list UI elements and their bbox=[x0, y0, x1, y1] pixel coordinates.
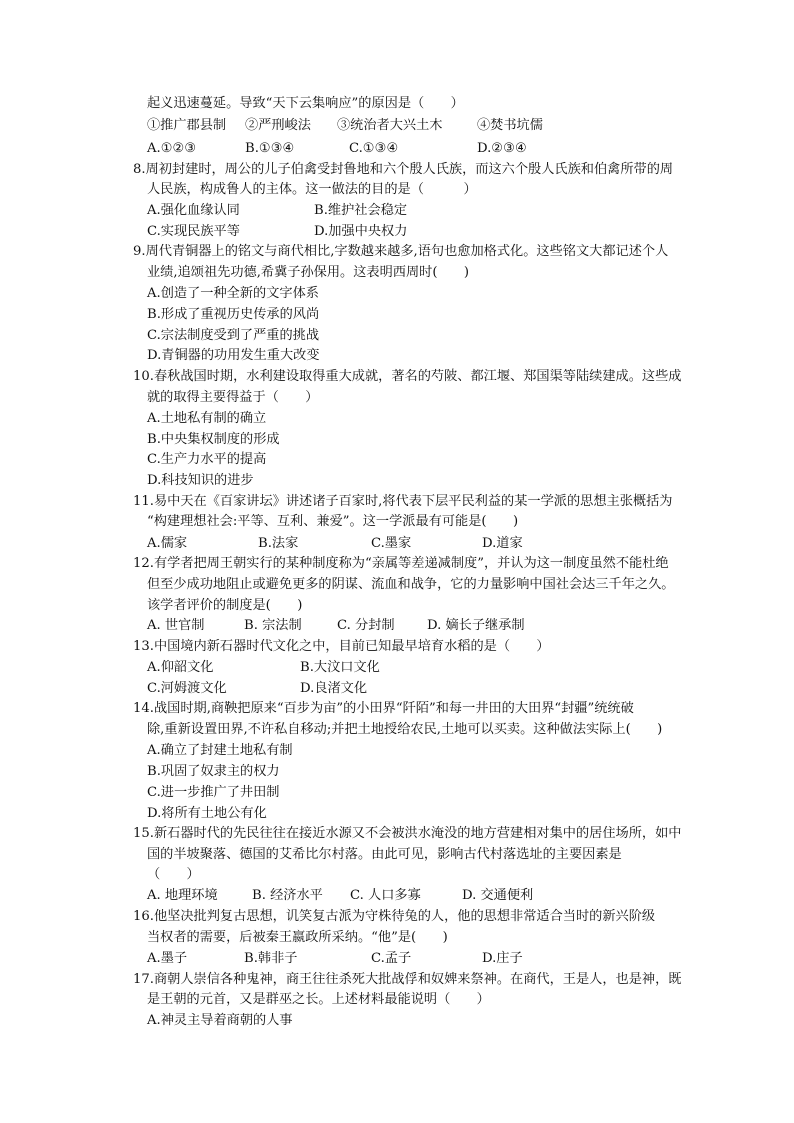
question-12-text: 该学者评价的制度是( ) bbox=[147, 598, 303, 613]
option-a: A.确立了封建土地私有制 bbox=[147, 743, 293, 758]
option-c: C. 分封制 bbox=[337, 618, 395, 633]
question-17-text: 是王朝的元首，又是群巫之长。上述材料最能说明（ ） bbox=[147, 992, 490, 1007]
option-b: B.大汶口文化 bbox=[300, 660, 380, 675]
question-12-text: 但至少成功地阻止或避免更多的阴谋、流血和战争，它的力量影响中国社会达三千年之久。 bbox=[147, 577, 675, 592]
question-16-text: 当权者的需要，后被秦王嬴政所采纳。“他”是( ) bbox=[147, 930, 448, 945]
option-c: C.进一步推广了井田制 bbox=[147, 785, 280, 800]
question-17-text: 17.商朝人崇信各种鬼神，商王往往杀死大批战俘和奴婢来祭神。在商代，王是人，也是神，既 bbox=[133, 972, 682, 987]
statement-item: ①推广郡县制 bbox=[147, 118, 227, 133]
option-a: A.①②③ bbox=[147, 141, 197, 156]
question-8-text: 8.周初封建时，周公的儿子伯禽受封鲁地和六个殷人氏族，而这六个殷人氏族和伯禽所带的周 bbox=[133, 162, 674, 177]
option-b: B.韩非子 bbox=[244, 951, 298, 966]
option-b: B. 宗法制 bbox=[244, 618, 302, 633]
question-10-text: 就的取得主要得益于（ ） bbox=[147, 390, 319, 405]
question-9-text: 9.周代青铜器上的铭文与商代相比,字数越来越多,语句也愈加格式化。这些铭文大都记述个人 bbox=[133, 244, 669, 259]
option-d: D.加强中央权力 bbox=[314, 224, 408, 239]
option-d: D.青铜器的功用发生重大改变 bbox=[147, 348, 320, 363]
option-a: A.强化血缘认同 bbox=[147, 203, 240, 218]
statement-item: ④焚书坑儒 bbox=[477, 118, 543, 133]
option-c: C.河姆渡文化 bbox=[147, 681, 227, 696]
question-7-text: 起义迅速蔓延。导致“天下云集响应”的原因是（ ） bbox=[147, 96, 464, 111]
option-c: C.实现民族平等 bbox=[147, 224, 240, 239]
option-d: D. 嫡长子继承制 bbox=[427, 618, 525, 633]
option-b: B.形成了重视历史传承的风尚 bbox=[147, 307, 320, 322]
statement-item: ②严刑峻法 bbox=[245, 118, 311, 133]
option-b: B.维护社会稳定 bbox=[314, 203, 408, 218]
option-a: A.儒家 bbox=[147, 536, 188, 551]
question-15-text: 国的半坡聚落、德国的艾希比尔村落。由此可见，影响古代村落选址的主要因素是 bbox=[147, 847, 622, 862]
option-d: D. 交通便利 bbox=[462, 888, 534, 903]
option-a: A.仰韶文化 bbox=[147, 660, 214, 675]
option-c: C.墨家 bbox=[371, 536, 412, 551]
option-d: D.②③④ bbox=[477, 141, 527, 156]
option-b: B.①③④ bbox=[245, 141, 295, 156]
option-c: C. 人口多寡 bbox=[350, 888, 421, 903]
option-b: B.法家 bbox=[258, 536, 299, 551]
option-b: B.巩固了奴隶主的权力 bbox=[147, 764, 280, 779]
question-8-text: 人民族，构成鲁人的主体。这一做法的目的是（ ） bbox=[147, 182, 477, 197]
option-a: A.创造了一种全新的文字体系 bbox=[147, 286, 319, 301]
question-11-text: “构建理想社会:平等、互利、兼爱”。这一学派最有可能是( ) bbox=[147, 514, 519, 529]
option-a: A. 地理环境 bbox=[147, 888, 218, 903]
question-13-text: 13.中国境内新石器时代文化之中，目前已知最早培育水稻的是（ ） bbox=[133, 639, 550, 654]
option-a: A.墨子 bbox=[147, 951, 188, 966]
option-b: B. 经济水平 bbox=[252, 888, 323, 903]
option-a: A.神灵主导着商朝的人事 bbox=[147, 1013, 293, 1028]
option-d: D.庄子 bbox=[482, 951, 523, 966]
option-d: D.良渚文化 bbox=[300, 681, 368, 696]
question-9-text: 业绩,追颂祖先功德,希冀子孙保用。这表明西周时( ) bbox=[147, 265, 469, 280]
question-14-text: 除,重新设置田界,不许私自移动;并把土地授给农民,土地可以买卖。这种做法实际上( ) bbox=[147, 722, 663, 737]
question-16-text: 16.他坚决批判复古思想，讥笑复古派为守株待兔的人，他的思想非常适合当时的新兴阶级 bbox=[133, 909, 656, 924]
question-15-text: （ ） bbox=[147, 867, 200, 882]
question-15-text: 15.新石器时代的先民往往在接近水源又不会被洪水淹没的地方营建相对集中的居住场所，如中 bbox=[133, 826, 682, 841]
statement-item: ③统治者大兴土木 bbox=[337, 118, 443, 133]
option-a: A.土地私有制的确立 bbox=[147, 411, 267, 426]
option-b: B.中央集权制度的形成 bbox=[147, 432, 280, 447]
question-14-text: 14.战国时期,商鞅把原来“百步为亩”的小田界“阡陌”和每一井田的大田界“封疆”统统破 bbox=[133, 701, 634, 716]
option-c: C.孟子 bbox=[371, 951, 412, 966]
question-11-text: 11.易中天在《百家讲坛》讲述诸子百家时,将代表下层平民利益的某一学派的思想主张概括为 bbox=[133, 494, 673, 509]
question-10-text: 10.春秋战国时期，水利建设取得重大成就，著名的芍陂、都江堰、郑国渠等陆续建成。这些成 bbox=[133, 369, 682, 384]
option-c: C.生产力水平的提高 bbox=[147, 452, 267, 467]
question-12-text: 12.有学者把周王朝实行的某种制度称为“亲属等差递减制度”，并认为这一制度虽然不能杜绝 bbox=[133, 556, 669, 571]
option-d: D.道家 bbox=[482, 536, 523, 551]
option-a: A. 世官制 bbox=[147, 618, 205, 633]
option-c: C.①③④ bbox=[349, 141, 399, 156]
option-c: C.宗法制度受到了严重的挑战 bbox=[147, 328, 320, 343]
option-d: D.将所有土地公有化 bbox=[147, 806, 267, 821]
option-d: D.科技知识的进步 bbox=[147, 473, 254, 488]
